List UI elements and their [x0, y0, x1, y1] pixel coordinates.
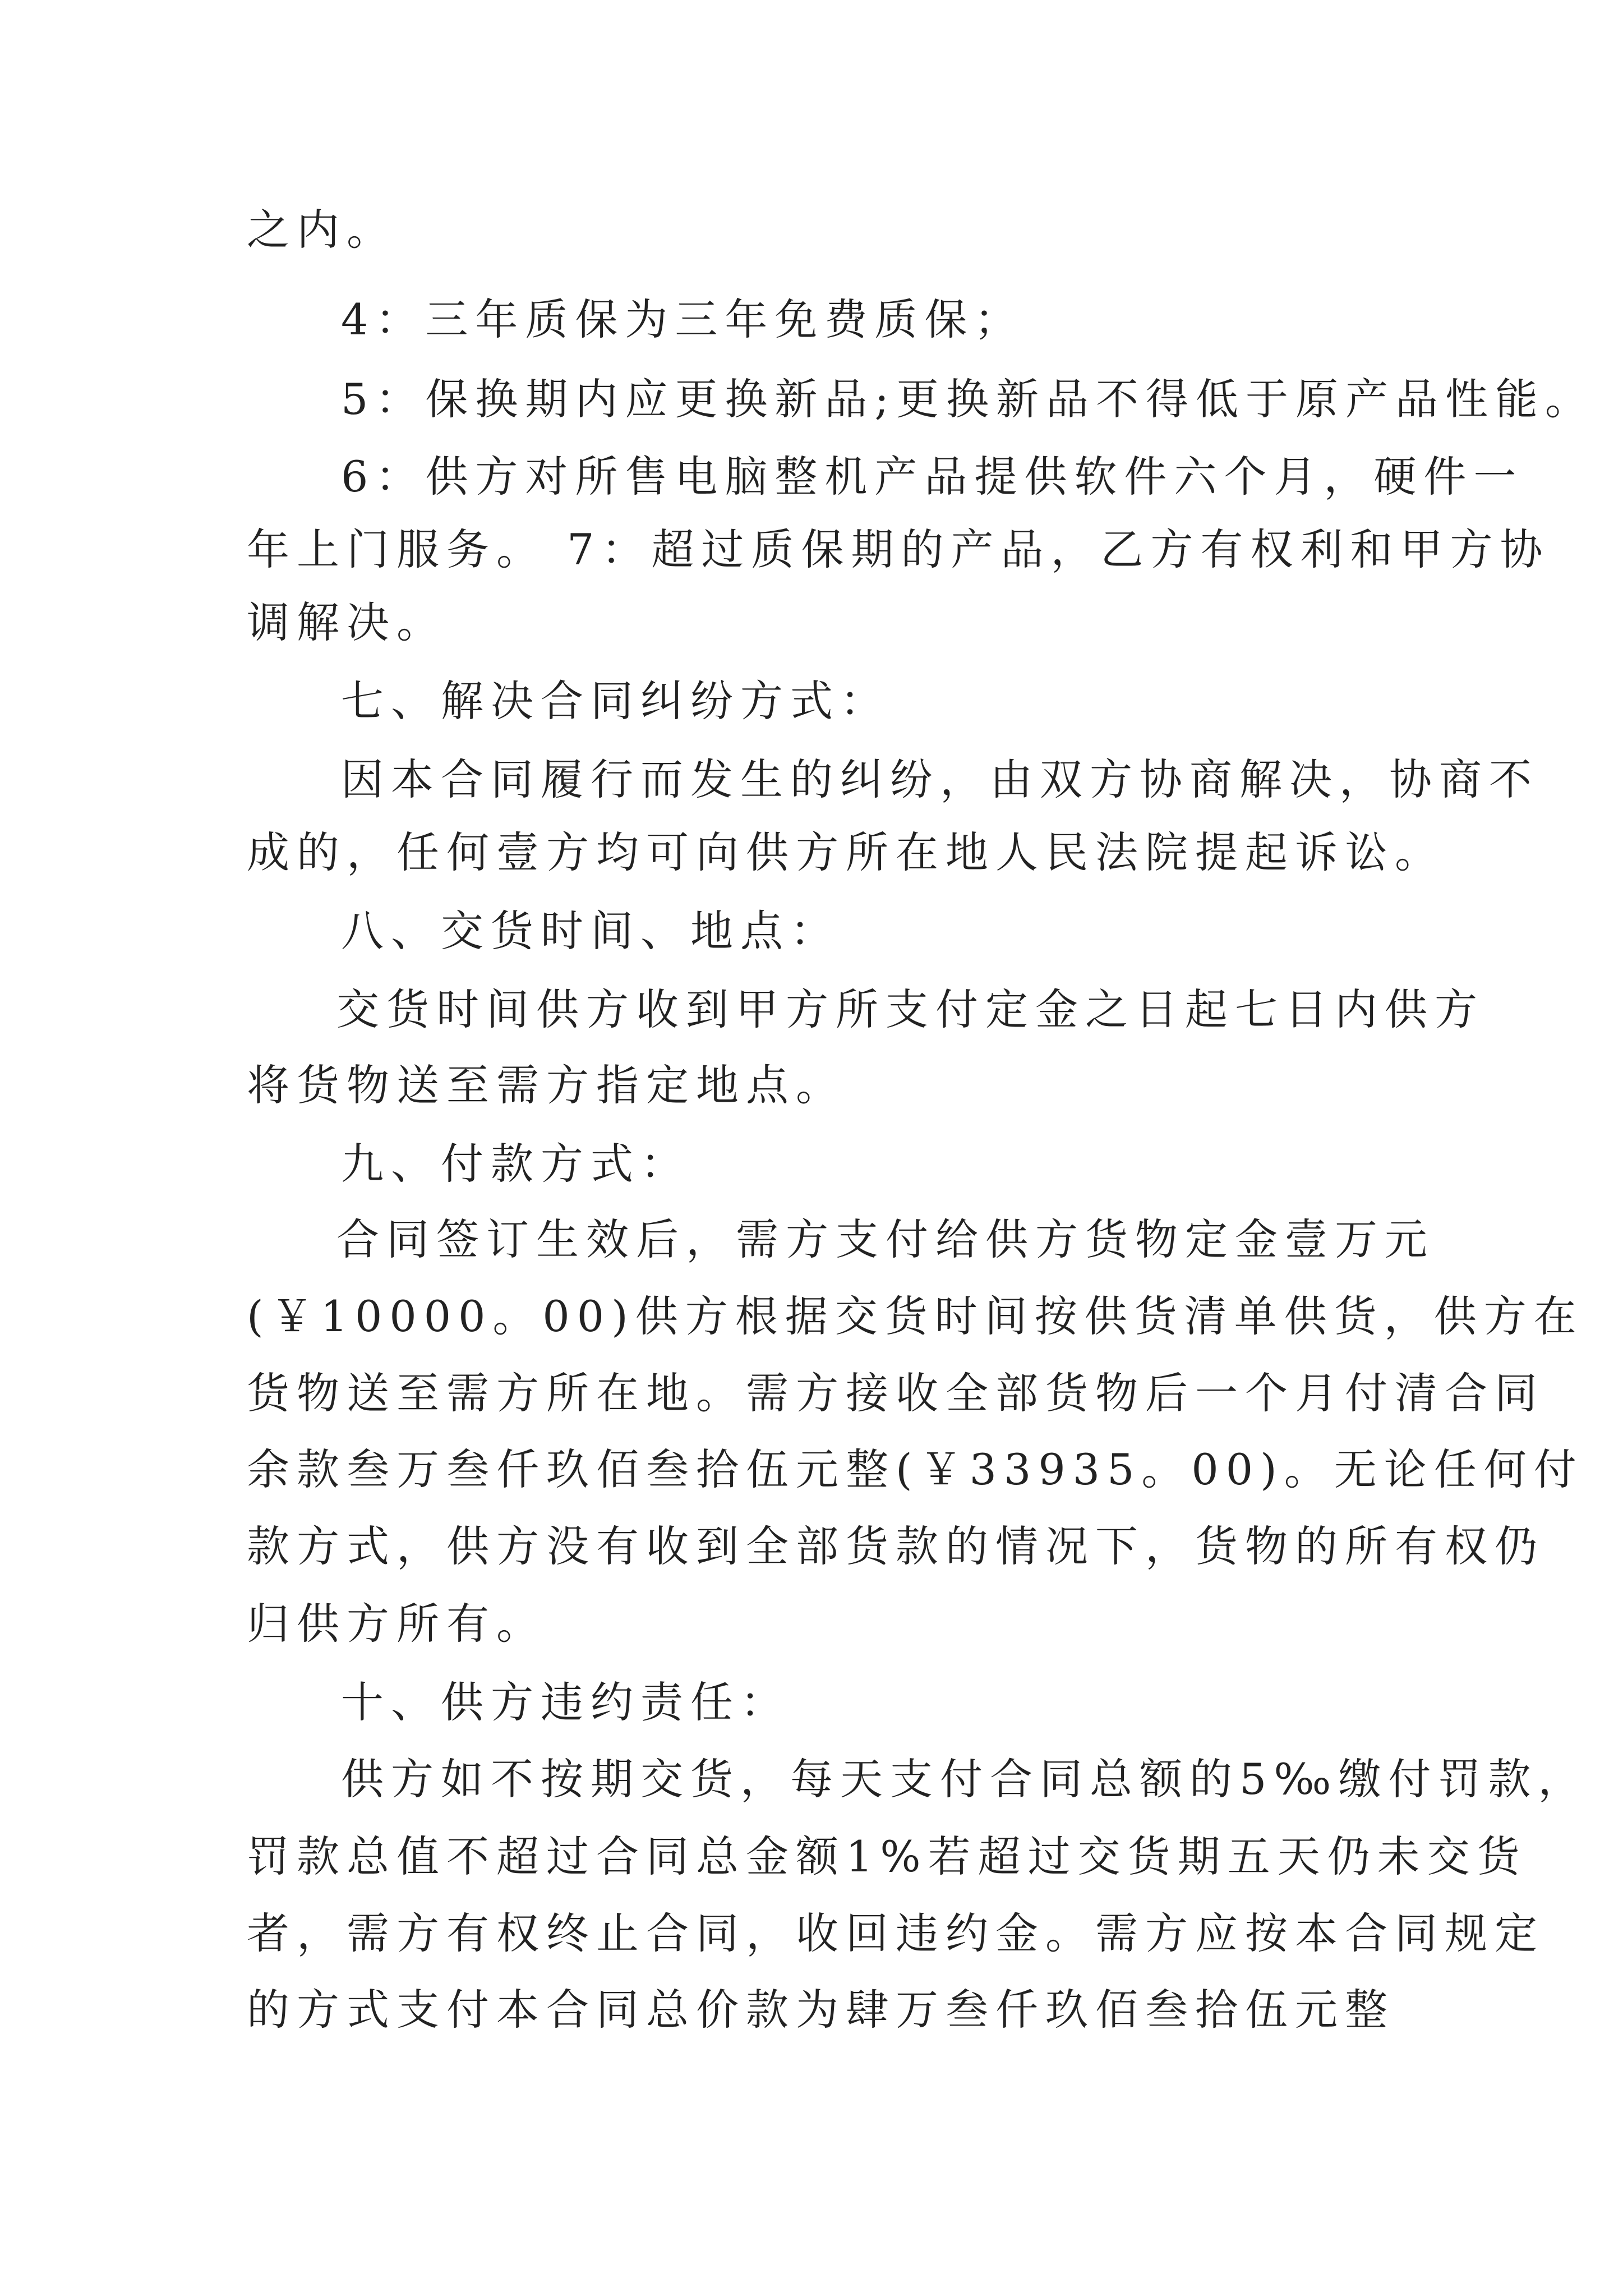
text-line-11: 交货时间供方收到甲方所支付定金之日起七日内供方	[336, 984, 1484, 1034]
text-line-21: 供方如不按期交货，每天支付合同总额的5‰缴付罚款，	[341, 1754, 1588, 1804]
text-line-3: 5：保换期内应更换新品;更换新品不得低于原产品性能。	[341, 374, 1595, 424]
text-line-2: 4：三年质保为三年免费质保；	[341, 295, 1025, 344]
text-line-22: 罚款总值不超过合同总金额1%若超过交货期五天仍未交货	[247, 1832, 1527, 1881]
text-line-17: 余款叁万叁仟玖佰叁拾伍元整(￥33935。00)。无论任何付	[247, 1444, 1584, 1494]
section-heading-10: 十、供方违约责任：	[341, 1677, 790, 1727]
text-line-19: 归供方所有。	[247, 1599, 546, 1649]
text-line-4: 6：供方对所售电脑整机产品提供软件六个月，硬件一	[341, 452, 1524, 501]
text-line-24: 的方式支付本合同总价款为肆万叁仟玖佰叁拾伍元整	[247, 1985, 1395, 2035]
section-heading-7: 七、解决合同纠纷方式：	[341, 676, 890, 726]
text-line-18: 款方式，供方没有收到全部货款的情况下，货物的所有权仍	[247, 1521, 1544, 1571]
text-line-16: 货物送至需方所在地。需方接收全部货物后一个月付清合同	[247, 1368, 1544, 1418]
text-line-1: 之内。	[247, 205, 396, 255]
text-line-14: 合同签订生效后，需方支付给供方货物定金壹万元	[336, 1214, 1435, 1264]
text-line-23: 者，需方有权终止合同，收回违约金。需方应按本合同规定	[247, 1908, 1544, 1958]
text-line-9: 成的，任何壹方均可向供方所在地人民法院提起诉讼。	[247, 827, 1445, 877]
text-line-15: (￥10000。00)供方根据交货时间按供货清单供货，供方在	[247, 1291, 1584, 1341]
section-heading-8: 八、交货时间、地点：	[341, 906, 840, 956]
text-line-6: 调解决。	[247, 597, 446, 647]
section-heading-9: 九、付款方式：	[341, 1139, 690, 1189]
text-line-5: 年上门服务。 7：超过质保期的产品，乙方有权利和甲方协	[247, 524, 1550, 574]
text-line-12: 将货物送至需方指定地点。	[247, 1060, 846, 1110]
text-line-8: 因本合同履行而发生的纠纷，由双方协商解决，协商不	[341, 754, 1539, 804]
